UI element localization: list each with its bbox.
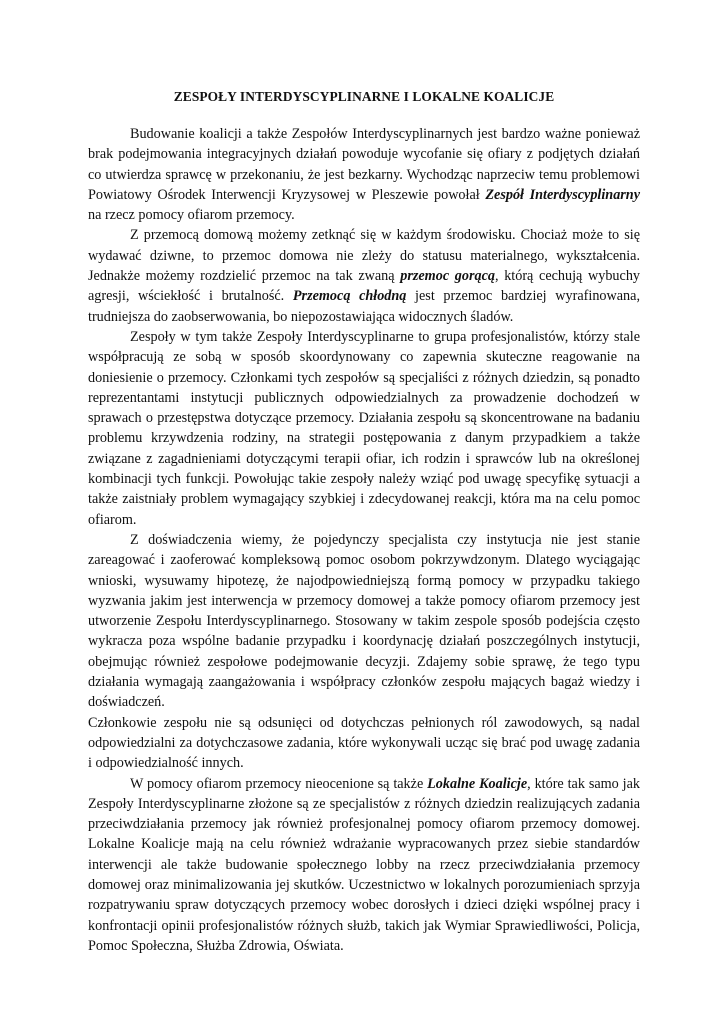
paragraph-2-text-b: , którą cechują wybuchy agresji, wściekłość i brutalność.: [88, 268, 641, 305]
paragraph-6-text-b: , które tak samo jak Zespoły Interdyscyplinarne złożone są ze specjalistów z różnych dziedzin realizujących zadania przeciwdziałania przemocy jak również profesjonalnej pomocy ofiarom przemocy domowej. Lokalne Koalicje mają na celu również wdrażanie wypracowanych przez siebie standardów interwencji ale także budowanie społecznego lobby na rzecz przeciwdziałania przemocy domowej oraz minimalizowania jej skutków. Uczestnictwo w lokalnych porozumieniach sprzyja rozpatrywaniu spraw dotyczących przemocy wobec dorosłych i dzieci dzięki wspólnej pracy i konfrontacji opinii profesjonalistów różnych służb, takich jak Wymiar Sprawiedliwości, Policja, Pomoc Społeczna, Służba Zdrowia, Oświata.: [88, 775, 640, 954]
paragraph-6-emphasis: Lokalne Koalicje: [427, 775, 528, 792]
paragraph-3: Zespoły w tym także Zespoły Interdyscyplinarne to grupa profesjonalistów, którzy stale współpracują ze sobą w sposób skoordynowany co zapewnia skuteczne reagowanie na doniesienie o przemocy. Członkami tych zespołów są specjaliści z różnych dziedzin, są ponadto reprezentantami instytucji publicznych odpowiedzialnych za prowadzenie dochodzeń w sprawach o przestępstwa dotyczące przemocy. Działania zespołu są skoncentrowane na badaniu problemu krzywdzenia rodziny, na strategii postępowania z danym przypadkiem a także związane z zagadnieniami dotyczącymi terapii ofiar, ich rodzin i sprawców lub na określonej kombinacji tych funkcji. Powołując takie zespoły należy wziąć pod uwagę specyfikę sytuacji a także zaistniały problem wymagający szybkiej i zdecydowanej reakcji, która ma na celu pomoc ofiarom.: [88, 328, 640, 528]
paragraph-6: [88, 774, 640, 957]
paragraph-1-text-a: Budowanie koalicji a także Zespołów Interdyscyplinarnych jest bardzo ważne ponieważ brak podejmowania integracyjnych działań powoduje wycofanie się ofiary z podjętych działań co utwierdza sprawcę w przekonaniu, że jest bezkarny. Wychodząc naprzeciw temu problemowi Powiatowy Ośrodek Interwencji Kryzysowej w Pleszewie powołał: [88, 126, 640, 203]
paragraph-5: Członkowie zespołu nie są odsunięci od dotychczas pełnionych ról zawodowych, są nadal odpowiedzialni za dotychczasowe zadania, które wykonywali ucząc się brać pod uwagę zadania i odpowiedzialność innych.: [88, 714, 640, 772]
paragraph-2: [88, 225, 640, 326]
paragraph-2-emphasis-hot: przemoc gorącą: [400, 268, 495, 285]
paragraph-2-emphasis-cold: Przemocą chłodną: [292, 288, 407, 305]
paragraph-6-text-a: W pomocy ofiarom przemocy nieocenione są także: [130, 775, 428, 792]
paragraph-1-emphasis: Zespół Interdyscyplinarny: [485, 186, 640, 203]
document-page: [88, 88, 640, 956]
paragraph-1: [88, 124, 640, 225]
paragraph-1-text-b: na rzecz pomocy ofiarom przemocy.: [88, 207, 295, 224]
paragraph-4: Z doświadczenia wiemy, że pojedynczy specjalista czy instytucja nie jest stanie zareagować i zaoferować kompleksową pomoc osobom pokrzywdzonym. Dlatego wyciągając wnioski, wysuwamy hipotezę, że najodpowiedniejszą formą pomocy w przypadku takiego wyzwania jakim jest interwencja w przemocy domowej a także pomocy ofiarom przemocy jest utworzenie Zespołu Interdyscyplinarnego. Stosowany w takim zespole sposób podejścia często wykracza poza wspólne badanie przypadku i koordynację działań poszczególnych instytucji, obejmując również zespołowe podejmowanie decyzji. Zdajemy sobie sprawę, że tego typu działania wymagają zaangażowania i współpracy członków zespołu mających bagaż wiedzy i doświadczeń.: [88, 531, 640, 711]
document-title: ZESPOŁY INTERDYSCYPLINARNE I LOKALNE KOALICJE: [173, 89, 555, 104]
paragraph-2-text-c: jest przemoc bardziej wyrafinowana, trudniejsza do zaobserwowania, bo niepozostawiająca widocznych śladów.: [88, 288, 640, 325]
paragraph-2-text-a: Z przemocą domową możemy zetknąć się w każdym środowisku. Chociaż może to się wydawać dziwne, to przemoc domowa nie zleży do statusu materialnego, wykształcenia. Jednakże możemy rozdzielić przemoc na tak zwaną: [88, 227, 640, 285]
